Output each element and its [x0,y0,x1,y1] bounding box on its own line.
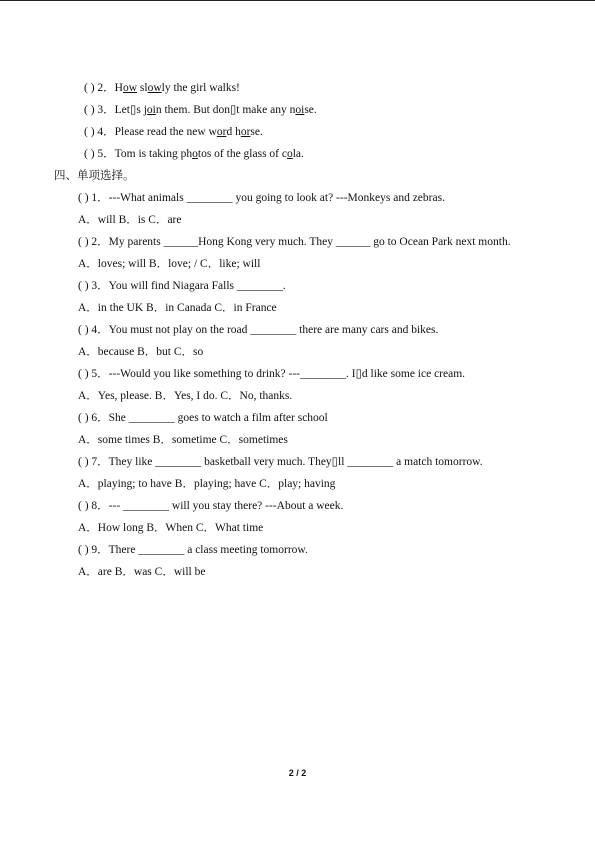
mc-question-3: ( ) 3．You will find Niagara Falls ________. [78,280,286,292]
mc-question-1: ( ) 1．---What animals ________ you going to look at? ---Monkeys and zebras. [78,192,445,204]
mc-question-7: ( ) 7．They like ________ basketball very much. They▯ll ________ a match tomorrow. [78,456,483,468]
pronunciation-question-3: ( ) 3．Let▯s join them. But don▯t make any noise. [84,104,317,116]
mc-question-5: ( ) 5．---Would you like something to drink? ---________. I▯d like some ice cream. [78,368,466,380]
pronunciation-question-2: ( ) 2．How slowly the girl walks! [84,82,240,94]
section-heading: 四、单项选择。 [54,170,135,182]
top-rule [0,0,595,1]
mc-question-2: ( ) 2．My parents ______Hong Kong very much. They ______ go to Ocean Park next month. [78,236,511,248]
mc-options-3: A．in the UK B．in Canada C．in France [78,302,277,314]
mc-options-8: A．How long B．When C．What time [78,522,264,534]
mc-options-7: A．playing; to have B．playing; have C．play; having [78,478,336,490]
mc-question-6: ( ) 6．She ________ goes to watch a film after school [78,412,328,424]
pronunciation-question-5: ( ) 5．Tom is taking photos of the glass of cola. [84,148,304,160]
mc-options-5: A．Yes, please. B．Yes, I do. C．No, thanks. [78,390,293,402]
mc-options-2: A．loves; will B．love; / C．like; will [78,258,261,270]
pronunciation-question-4: ( ) 4．Please read the new word horse. [84,126,263,138]
mc-question-9: ( ) 9．There ________ a class meeting tomorrow. [78,544,308,556]
mc-question-4: ( ) 4．You must not play on the road ________ there are many cars and bikes. [78,324,439,336]
mc-options-6: A．some times B．sometime C．sometimes [78,434,288,446]
mc-question-8: ( ) 8．--- ________ will you stay there? ---About a week. [78,500,344,512]
mc-options-1: A．will B．is C．are [78,214,182,226]
mc-options-9: A．are B．was C．will be [78,566,206,578]
page-number: 2 / 2 [288,768,307,778]
mc-options-4: A．because B．but C．so [78,346,204,358]
